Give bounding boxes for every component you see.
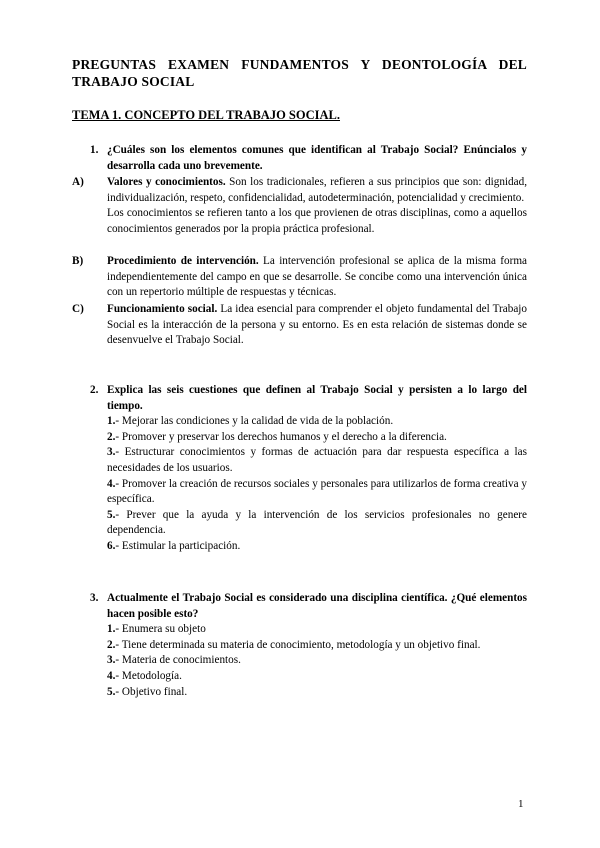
answer-b <box>107 254 527 301</box>
answer-c-body: La idea esencial para comprender el objeto fundamental del Trabajo Social es la interacción de la persona y su entorno. Es en esta relación de sistemas donde se desenvuelve el Trabajo Social. <box>107 303 527 347</box>
answer-a-heading: Valores y conocimientos. <box>107 176 226 188</box>
answer-a-body-2: Los conocimientos se refieren tanto a los que provienen de otras disciplinas, como a aquellos conocimientos generados por la propia práctica profesional. <box>107 207 527 235</box>
list-item: 6.- Estimular la participación. <box>107 539 241 552</box>
answer-c-heading: Funcionamiento social. <box>107 303 218 315</box>
list-item: 1.- Mejorar las condiciones y la calidad de vida de la población. <box>107 415 394 428</box>
question-3-number: 3. <box>90 592 99 604</box>
answer-a <box>107 175 527 237</box>
question-1-text: ¿Cuáles son los elementos comunes que identifican al Trabajo Social? Enúncialos y desarrolla cada uno brevemente. <box>107 144 527 172</box>
list-item: 3.- Materia de conocimientos. <box>107 654 241 667</box>
question-2-text: Explica las seis cuestiones que definen al Trabajo Social y persisten a lo largo del tiempo. <box>107 384 527 412</box>
list-item: 4.- Promover la creación de recursos sociales y personales para utilizarlos de forma creativa y específica. <box>107 477 527 506</box>
question-2 <box>107 383 527 555</box>
answer-b-letter: B) <box>72 255 84 267</box>
list-item: 4.- Metodología. <box>107 669 182 682</box>
section-heading: TEMA 1. CONCEPTO DEL TRABAJO SOCIAL. <box>72 108 340 122</box>
answer-a-letter: A) <box>72 176 84 188</box>
answer-b-body: La intervención profesional se aplica de la misma forma independientemente del campo en que se desarrolle. Se concibe como una intervención única con un repertorio múltiple de respuestas y técnicas. <box>107 255 528 299</box>
list-item: 2.- Tiene determinada su materia de conocimiento, metodología y un objetivo final. <box>107 638 481 651</box>
list-item: 5.- Objetivo final. <box>107 685 188 698</box>
page-number: 1 <box>518 798 524 810</box>
answer-c <box>107 302 527 349</box>
answer-b-heading: Procedimiento de intervención. <box>107 255 259 267</box>
document-title: PREGUNTAS EXAMEN FUNDAMENTOS Y DEONTOLOGÍA DEL TRABAJO SOCIAL <box>72 57 527 89</box>
list-item: 1.- Enumera su objeto <box>107 623 206 636</box>
answer-c-letter: C) <box>72 303 84 315</box>
question-3 <box>107 591 527 700</box>
question-3-text: Actualmente el Trabajo Social es considerado una disciplina científica. ¿Qué elementos hacen posible esto? <box>107 592 527 620</box>
list-item: 5.- Prever que la ayuda y la intervención de los servicios profesionales no genere dependencia. <box>107 508 527 537</box>
answer-a-body: Son los tradicionales, refieren a sus principios que son: dignidad, individualización, respeto, confidencialidad, autodeterminación, potencialidad y crecimiento. <box>107 176 527 204</box>
question-1 <box>107 143 527 174</box>
list-item: 2.- Promover y preservar los derechos humanos y el derecho a la diferencia. <box>107 430 447 443</box>
question-2-number: 2. <box>90 384 99 396</box>
question-1-number: 1. <box>90 144 99 156</box>
list-item: 3.- Estructurar conocimientos y formas de actuación para dar respuesta específica a las necesidades de los usuarios. <box>107 446 527 474</box>
